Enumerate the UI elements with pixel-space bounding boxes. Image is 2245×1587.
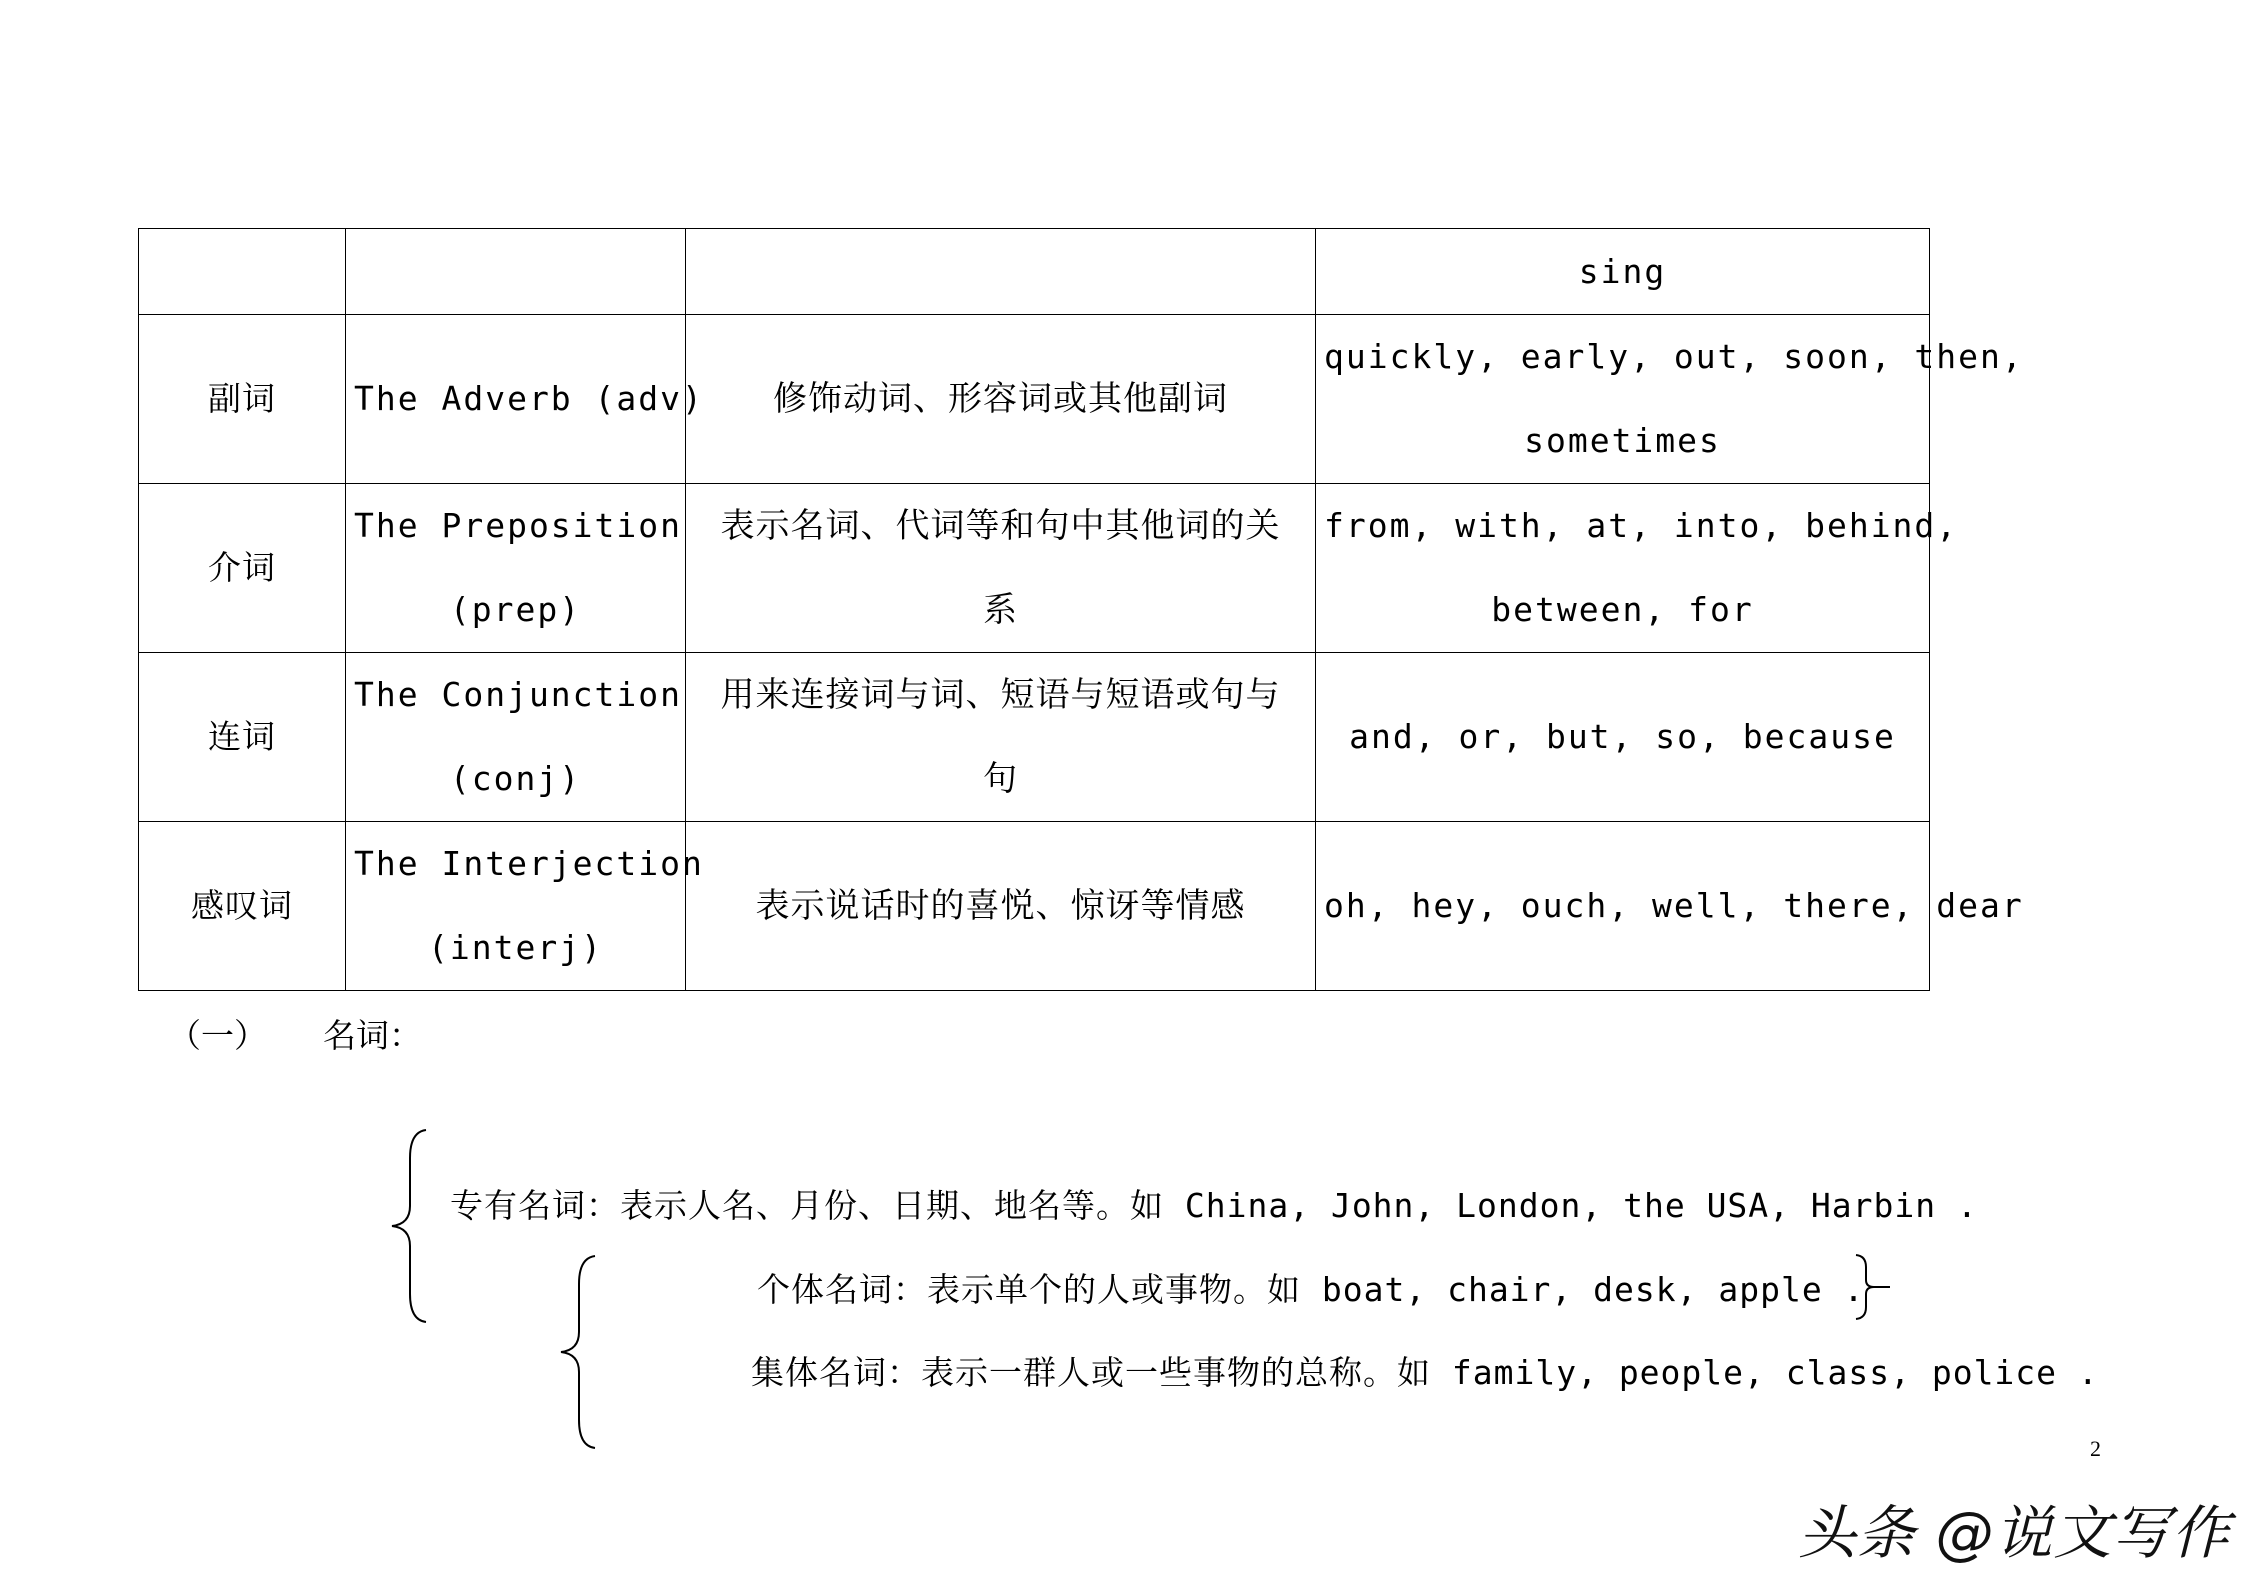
pos-english-name-cell <box>346 315 704 484</box>
pos-definition-cell <box>686 822 1316 991</box>
pos-definition-cell <box>686 484 1316 653</box>
table-row <box>139 484 1930 653</box>
individual-noun-line <box>757 1264 1864 1311</box>
proper-noun-examples: China, John, London, the USA, Harbin . <box>1184 1186 1978 1225</box>
pos-definition-cell <box>686 315 1316 484</box>
pos-english-name-cell <box>346 822 704 991</box>
section-title: 名词： <box>323 1016 422 1055</box>
pos-english-name-cell <box>346 653 686 822</box>
pos-english-name-cell <box>346 229 686 315</box>
pos-chinese-name <box>139 229 346 315</box>
individual-noun-label: 个体名词：表示单个的人或事物。如 <box>757 1270 1301 1309</box>
collective-noun-label: 集体名词：表示一群人或一些事物的总称。如 <box>751 1353 1431 1392</box>
pos-english-name-line: (conj) <box>449 759 582 798</box>
pos-examples-cell <box>1316 484 1959 653</box>
pos-examples-line: sometimes <box>1524 421 1721 460</box>
pos-definition-line: 表示说话时的喜悦、惊讶等情感 <box>755 886 1246 926</box>
outer-brace <box>384 1128 430 1324</box>
pos-english-name-cell <box>346 484 686 653</box>
collective-noun-line <box>751 1347 2099 1394</box>
proper-noun-label: 专有名词：表示人名、月份、日期、地名等。如 <box>450 1186 1164 1225</box>
pos-definition-cell <box>686 653 1316 822</box>
pos-english-name-line: The Interjection <box>354 844 704 883</box>
section-heading <box>168 1010 422 1057</box>
pos-examples-line: quickly, early, out, soon, then, <box>1324 337 2024 376</box>
pos-chinese-name: 感叹词 <box>139 822 346 991</box>
pos-chinese-name: 连词 <box>139 653 346 822</box>
table-row <box>139 229 1930 315</box>
section-number: （一） <box>168 1016 267 1055</box>
table-row <box>139 653 1930 822</box>
pos-definition-line: 修饰动词、形容词或其他副词 <box>773 379 1228 419</box>
pos-chinese-name: 副词 <box>139 315 346 484</box>
pos-english-name-line: (prep) <box>449 590 582 629</box>
pos-examples-line: from, with, at, into, behind, <box>1324 506 1959 545</box>
watermark: 头条 @说文写作 <box>1798 1499 2231 1567</box>
pos-examples-cell <box>1316 229 1930 315</box>
parts-of-speech-table <box>138 228 2024 991</box>
pos-chinese-name: 介词 <box>139 484 346 653</box>
pos-english-name-line: The Conjunction <box>354 675 683 714</box>
pos-examples-line: between, for <box>1491 590 1754 629</box>
collective-noun-examples: family, people, class, police . <box>1451 1353 2099 1392</box>
pos-examples-line: oh, hey, ouch, well, there, dear <box>1324 886 2024 925</box>
pos-examples-cell <box>1316 822 2024 991</box>
pos-definition-line: 用来连接词与词、短语与短语或句与 <box>720 675 1281 715</box>
pos-examples-line: sing <box>1578 251 1667 291</box>
pos-examples-line: and, or, but, so, because <box>1349 717 1896 756</box>
pos-english-name-line: (interj) <box>428 928 603 967</box>
table-row <box>139 822 1930 991</box>
pos-english-name-line: The Preposition <box>354 506 683 545</box>
page-number: 2 <box>2090 1436 2101 1461</box>
pos-examples-cell <box>1316 653 1930 822</box>
table-row <box>139 315 1930 484</box>
pos-definition-cell <box>686 229 1316 315</box>
pos-definition-line: 表示名词、代词等和句中其他词的关 <box>720 506 1281 546</box>
proper-noun-line <box>450 1180 1978 1227</box>
pos-examples-cell <box>1316 315 2024 484</box>
pos-english-name-line: The Adverb (adv) <box>354 379 704 418</box>
pos-definition-line: 系 <box>983 590 1018 630</box>
pos-definition-line: 句 <box>983 759 1018 799</box>
individual-noun-examples: boat, chair, desk, apple . <box>1321 1270 1865 1309</box>
inner-brace <box>553 1254 599 1450</box>
